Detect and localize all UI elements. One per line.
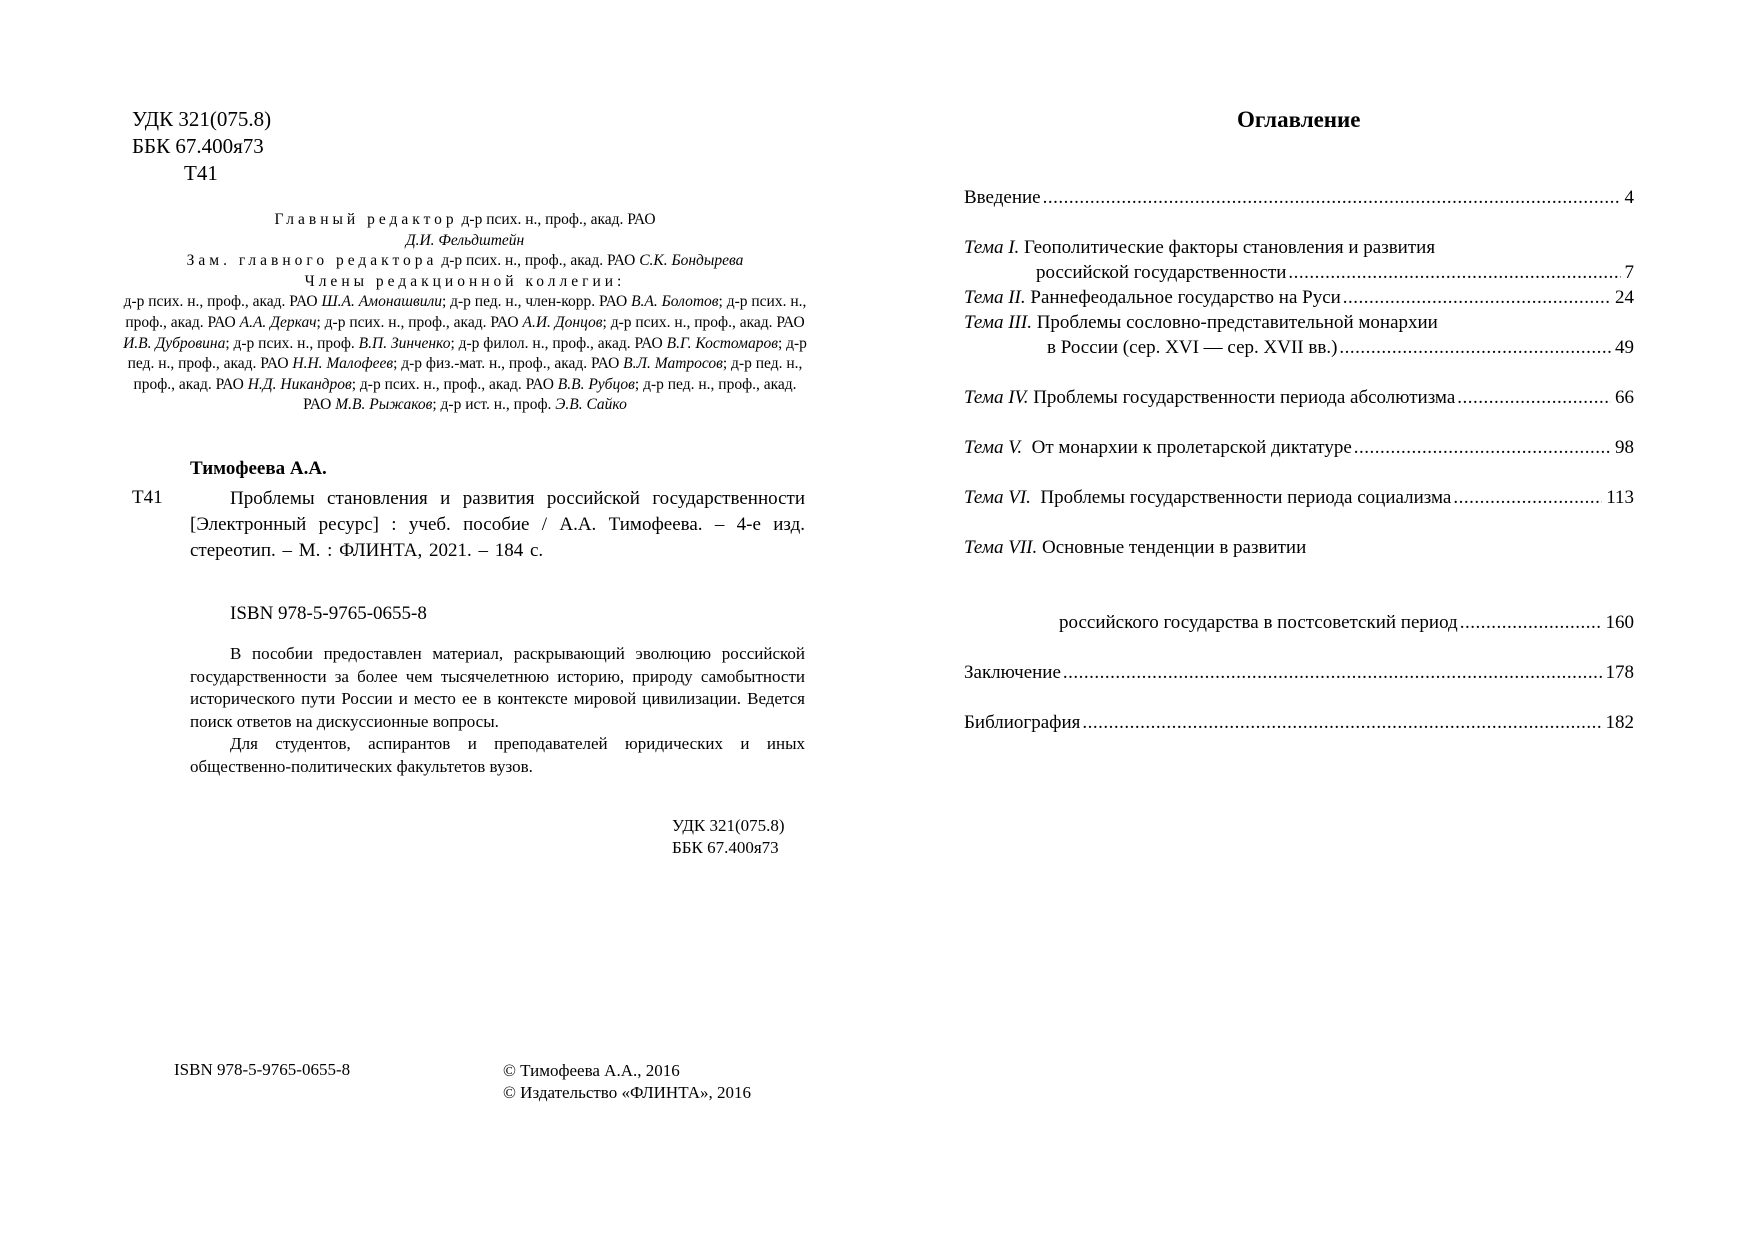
annotation-paragraph-2: Для студентов, аспирантов и преподавателей юридических и иных общественно-политических факультетов вузов. [190, 734, 805, 776]
toc-leader [1288, 260, 1620, 285]
member-name: В.П. Зинченко [358, 334, 451, 352]
chief-editor-name-line [120, 231, 810, 252]
toc-page: 4 [1624, 187, 1634, 208]
copyright-author: © Тимофеева А.А., 2016 [503, 1061, 680, 1080]
toc-entry-topic-3[interactable] [964, 310, 1634, 360]
member-title: ; д-р ист. н., проф. [432, 396, 556, 414]
toc-label-cont: в России (сер. XVI — сер. XVII вв.) [1047, 337, 1338, 358]
toc-label: Библиография [964, 712, 1081, 733]
member-name: В.А. Болотов [631, 293, 719, 311]
toc-entry-topic-1[interactable] [964, 235, 1634, 285]
deputy-editor-name: С.К. Бондырева [639, 252, 744, 270]
toc-label: От монархии к пролетарской диктатуре [1022, 437, 1352, 458]
udk-code-right: УДК 321(075.8) [672, 816, 785, 835]
toc-label: Введение [964, 187, 1041, 208]
member-title: ; д-р пед. н., проф., акад. РАО [127, 334, 807, 373]
toc-label: Проблемы сословно-представительной монархии [1031, 312, 1438, 333]
board-members-label: Члены редакционной коллегии: [304, 272, 626, 290]
member-title: ; д-р псих. н., проф., акад. РАО [602, 313, 805, 331]
bibliographic-description [190, 486, 805, 564]
toc-page: 182 [1605, 712, 1634, 733]
toc-label-cont: российской государственности [1036, 262, 1287, 283]
toc-prefix: Тема VI. [964, 487, 1031, 508]
toc-prefix: Тема VII. [964, 537, 1038, 558]
deputy-editor-label: Зам. главного редактора [186, 252, 438, 270]
toc-leader [1082, 710, 1601, 735]
member-name: Н.Н. Малофеев [292, 355, 394, 373]
toc-leader [1343, 285, 1611, 310]
toc-entry-conclusion[interactable] [964, 660, 1634, 685]
member-title: ; д-р филол. н., проф., акад. РАО [450, 334, 667, 352]
chief-editor-label: Главный редактор [274, 211, 458, 228]
toc-leader [1043, 185, 1621, 210]
toc-prefix: Тема V. [964, 437, 1023, 458]
toc-prefix: Тема III. [964, 312, 1032, 333]
toc-leader [1063, 660, 1602, 685]
chief-editor-name: Д.И. Фельдштейн [405, 231, 525, 249]
toc-page: 98 [1615, 437, 1634, 458]
author-mark-side: Т41 [132, 487, 163, 508]
chief-editor-line [120, 210, 810, 231]
toc-label: Основные тенденции в развитии [1037, 537, 1307, 558]
member-name: Н.Д. Никандров [247, 375, 352, 393]
toc-page: 24 [1615, 287, 1634, 308]
annotation [190, 643, 805, 778]
copyright-publisher: © Издательство «ФЛИНТА», 2016 [503, 1083, 752, 1102]
toc-label-cont: российского государства в постсоветский период [1059, 612, 1458, 633]
toc-entry-topic-4[interactable] [964, 385, 1634, 410]
toc-label: Геополитические факторы становления и развития [1019, 237, 1436, 258]
toc-prefix: Тема I. [964, 237, 1020, 258]
toc-label: Раннефеодальное государство на Руси [1025, 287, 1341, 308]
toc-prefix: Тема IV. [964, 387, 1029, 408]
toc-label: Заключение [964, 662, 1061, 683]
member-title: ; д-р псих. н., проф., акад. РАО [125, 293, 807, 331]
toc-leader [1354, 435, 1611, 460]
toc-entry-topic-7[interactable] [964, 535, 1634, 560]
deputy-editor-title: д-р псих. н., проф., акад. РАО [437, 252, 640, 270]
toc-entry-bibliography[interactable] [964, 710, 1634, 735]
toc-leader [1339, 335, 1611, 360]
author-mark: Т41 [184, 161, 218, 185]
toc-leader [1460, 610, 1602, 635]
member-name: Э.В. Сайко [555, 396, 627, 414]
member-title: ; д-р физ.-мат. н., проф., акад. РАО [393, 355, 624, 373]
member-name: М.В. Рыжаков [335, 396, 433, 414]
toc-entry-topic-7-cont[interactable] [964, 610, 1634, 635]
editorial-board [120, 210, 810, 416]
copyright-block [503, 1060, 751, 1104]
member-title: ; д-р псих. н., проф. [225, 334, 359, 352]
toc-entry-topic-2[interactable] [964, 285, 1634, 310]
chief-editor-title: д-р псих. н., проф., акад. РАО [457, 211, 656, 228]
toc-label: Проблемы государственности периода абсолютизма [1028, 387, 1456, 408]
bbk-code-right: ББК 67.400я73 [672, 838, 779, 857]
toc-entry-topic-5[interactable] [964, 435, 1634, 460]
book-author: Тимофеева А.А. [190, 458, 327, 479]
toc-page: 113 [1606, 487, 1634, 508]
annotation-paragraph-1: В пособии предоставлен материал, раскрывающий эволюцию российской государственности за более чем тысячелетнюю историю, природу самобытности исторического пути России и место ее в контексте мировой цивилизации. Ведется поиск ответов на дискуссионные вопросы. [190, 644, 805, 731]
udk-code: УДК 321(075.8) [132, 107, 272, 131]
toc-page: 66 [1615, 387, 1634, 408]
toc-page: 7 [1624, 262, 1634, 283]
toc-leader [1453, 485, 1602, 510]
member-title: ; д-р пед. н., член-корр. РАО [441, 293, 632, 311]
toc-page: 49 [1615, 337, 1634, 358]
description-text: Проблемы становления и развития российской государственности [Электронный ресурс] : учеб. пособие / А.А. Тимофеева. – 4-е изд. стереотип. – М. : ФЛИНТА, 2021. – 184 с. [190, 488, 805, 561]
board-members-list [120, 292, 810, 416]
toc-label: Проблемы государственности периода социализма [1030, 487, 1452, 508]
member-name: А.И. Донцов [522, 313, 603, 331]
toc-page: 178 [1605, 662, 1634, 683]
classification-block [132, 106, 271, 187]
toc-leader [1457, 385, 1611, 410]
toc-page: 160 [1605, 612, 1634, 633]
member-title: д-р псих. н., проф., акад. РАО [123, 293, 322, 311]
member-name: А.А. Деркач [239, 313, 317, 331]
classification-block-right [672, 815, 785, 859]
member-name: В.Л. Матросов [623, 355, 723, 373]
member-title: ; д-р псих. н., проф., акад. РАО [351, 375, 558, 393]
isbn-main: ISBN 978-5-9765-0655-8 [230, 603, 427, 624]
member-name: В.В. Рубцов [557, 375, 635, 393]
member-name: И.В. Дубровина [123, 334, 226, 352]
member-name: Ш.А. Амонашвили [321, 293, 442, 311]
bbk-code: ББК 67.400я73 [132, 134, 264, 158]
member-name: В.Г. Костомаров [666, 334, 778, 352]
toc-entry-intro[interactable] [964, 185, 1634, 210]
toc-prefix: Тема II. [964, 287, 1026, 308]
member-title: ; д-р пед. н., проф., акад. РАО [133, 355, 803, 393]
member-title: ; д-р псих. н., проф., акад. РАО [316, 313, 523, 331]
isbn-footer: ISBN 978-5-9765-0655-8 [174, 1060, 351, 1079]
member-title: ; д-р пед. н., проф., акад. РАО [303, 375, 797, 414]
deputy-editor-line [120, 251, 810, 272]
toc-title: Оглавление [1237, 107, 1361, 132]
toc-entry-topic-6[interactable] [964, 485, 1634, 510]
